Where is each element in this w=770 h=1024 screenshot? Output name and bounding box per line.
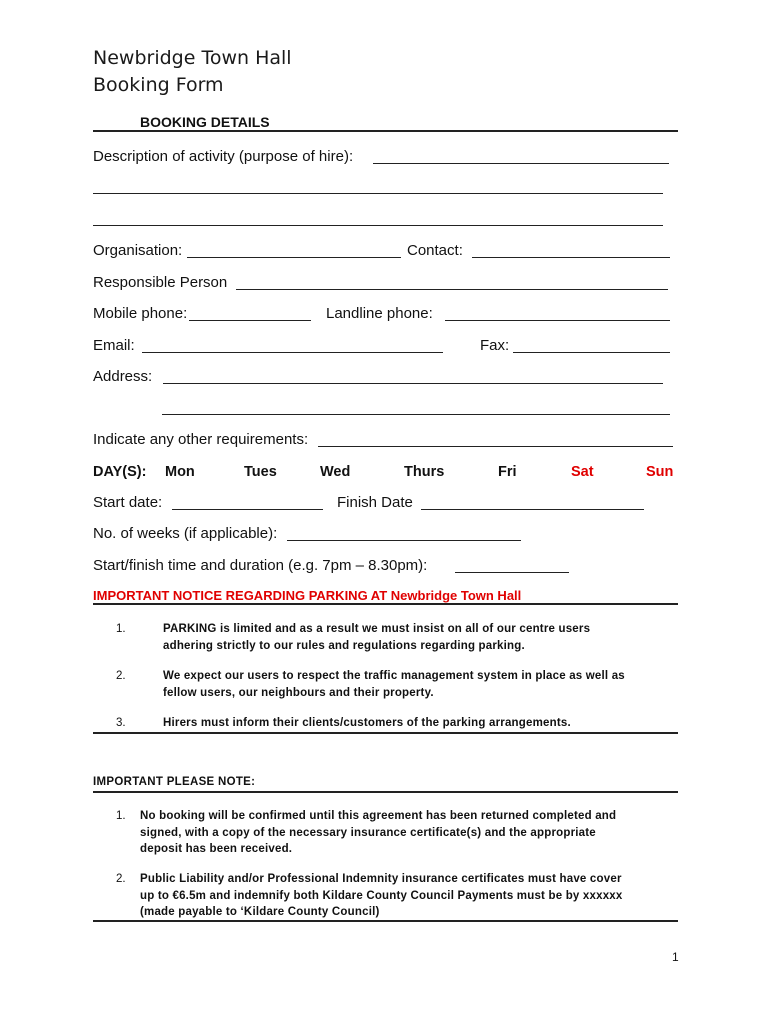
note-item-text: No booking will be confirmed until this agreement has been returned completed and [140, 810, 617, 822]
organisation-label: Organisation: [93, 242, 183, 259]
description-field-line-3[interactable] [93, 225, 663, 226]
day-mon[interactable]: Mon [165, 464, 195, 480]
start-date-label: Start date: [93, 494, 163, 511]
organisation-field[interactable] [187, 257, 401, 258]
parking-notice-heading: IMPORTANT NOTICE REGARDING PARKING AT Newbridge Town Hall [93, 588, 522, 603]
requirements-label: Indicate any other requirements: [93, 431, 309, 448]
finish-date-label: Finish Date [337, 494, 413, 511]
address-field[interactable] [163, 383, 663, 384]
parking-rule [93, 603, 678, 605]
note-end-rule [93, 920, 678, 922]
day-tues[interactable]: Tues [244, 464, 277, 480]
landline-phone-field[interactable] [445, 320, 670, 321]
weeks-label: No. of weeks (if applicable): [93, 525, 278, 542]
fax-label: Fax: [480, 337, 510, 354]
page-subtitle: Booking Form [93, 74, 224, 96]
parking-item-text: Hirers must inform their clients/customers of the parking arrangements. [163, 717, 571, 729]
note-item-text: signed, with a copy of the necessary insurance certificate(s) and the appropriate [140, 827, 596, 839]
day-fri[interactable]: Fri [498, 464, 517, 480]
days-label: DAY(S): [93, 464, 147, 480]
contact-label: Contact: [407, 242, 463, 259]
address-label: Address: [93, 368, 153, 385]
description-label: Description of activity (purpose of hire): [93, 148, 354, 165]
note-item-text: Public Liability and/or Professional Indemnity insurance certificates must have cover [140, 873, 622, 885]
description-field[interactable] [373, 163, 669, 164]
page-number: 1 [672, 950, 679, 964]
parking-item-text: fellow users, our neighbours and their property. [163, 687, 434, 699]
description-field-line-2[interactable] [93, 193, 663, 194]
mobile-phone-label: Mobile phone: [93, 305, 188, 322]
email-field[interactable] [142, 352, 443, 353]
time-field[interactable] [455, 572, 569, 573]
note-item-number: 1. [116, 810, 126, 822]
email-label: Email: [93, 337, 135, 354]
start-date-field[interactable] [172, 509, 323, 510]
note-item-number: 2. [116, 873, 126, 885]
address-field-line-2[interactable] [162, 414, 670, 415]
mobile-phone-field[interactable] [189, 320, 311, 321]
parking-item-number: 1. [116, 623, 126, 635]
contact-field[interactable] [472, 257, 670, 258]
note-rule [93, 791, 678, 793]
section-rule [93, 130, 678, 132]
time-label: Start/finish time and duration (e.g. 7pm – 8.30pm): [93, 557, 428, 574]
day-sun[interactable]: Sun [646, 464, 674, 480]
parking-item-text: We expect our users to respect the traffic management system in place as well as [163, 670, 625, 682]
finish-date-field[interactable] [421, 509, 644, 510]
responsible-person-label: Responsible Person [93, 274, 228, 291]
parking-end-rule [93, 732, 678, 734]
note-item-text: (made payable to ‘Kildare County Council) [140, 906, 380, 918]
fax-field[interactable] [513, 352, 670, 353]
section-heading-booking: BOOKING DETAILS [140, 114, 270, 130]
day-sat[interactable]: Sat [571, 464, 594, 480]
parking-item-text: adhering strictly to our rules and regulations regarding parking. [163, 640, 525, 652]
day-wed[interactable]: Wed [320, 464, 351, 480]
parking-item-number: 2. [116, 670, 126, 682]
weeks-field[interactable] [287, 540, 521, 541]
page-title: Newbridge Town Hall [93, 47, 292, 69]
day-thurs[interactable]: Thurs [404, 464, 445, 480]
note-item-text: deposit has been received. [140, 843, 293, 855]
parking-item-number: 3. [116, 717, 126, 729]
responsible-person-field[interactable] [236, 289, 668, 290]
parking-item-text: PARKING is limited and as a result we must insist on all of our centre users [163, 623, 591, 635]
note-heading: IMPORTANT PLEASE NOTE: [93, 776, 256, 788]
requirements-field[interactable] [318, 446, 673, 447]
landline-phone-label: Landline phone: [326, 305, 433, 322]
note-item-text: up to €6.5m and indemnify both Kildare County Council Payments must be by xxxxxx [140, 890, 623, 902]
